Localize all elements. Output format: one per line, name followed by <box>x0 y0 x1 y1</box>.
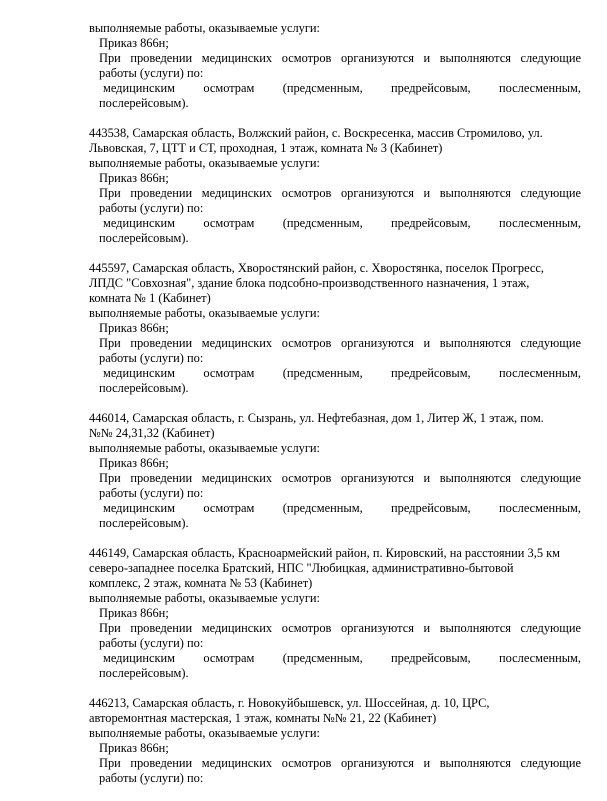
address-line: 446014, Самарская область, г. Сызрань, ул. Нефтебазная, дом 1, Литер Ж, 1 этаж, пом. <box>89 411 544 425</box>
types-line: медицинским осмотрам (предсменным, предрейсовым, послесменным, <box>103 216 581 230</box>
order-line: Приказ 866н; <box>99 456 169 470</box>
address-entry <box>89 411 581 531</box>
types-line-2: послерейсовым). <box>99 381 189 395</box>
exam-line-2: работы (услуги) по: <box>99 486 204 500</box>
order-line: Приказ 866н; <box>99 321 169 335</box>
exam-line: При проведении медицинских осмотров организуются и выполняются следующие <box>99 186 581 200</box>
exam-line: При проведении медицинских осмотров организуются и выполняются следующие <box>99 51 581 65</box>
types-line-2: послерейсовым). <box>99 666 189 680</box>
address-line: 445597, Самарская область, Хворостянский район, с. Хворостянка, поселок Прогресс, <box>89 261 544 275</box>
works-label: выполняемые работы, оказываемые услуги: <box>89 156 321 170</box>
exam-line-2: работы (услуги) по: <box>99 351 204 365</box>
types-line: медицинским осмотрам (предсменным, предрейсовым, послесменным, <box>103 651 581 665</box>
exam-line-2: работы (услуги) по: <box>99 201 204 215</box>
address-entry <box>89 126 581 246</box>
exam-line: При проведении медицинских осмотров организуются и выполняются следующие <box>99 756 581 770</box>
address-entry <box>89 546 581 681</box>
types-line-2: послерейсовым). <box>99 231 189 245</box>
document-page <box>89 21 581 801</box>
types-line: медицинским осмотрам (предсменным, предрейсовым, послесменным, <box>103 81 581 95</box>
types-line-2: послерейсовым). <box>99 96 189 110</box>
address-entry <box>89 696 581 786</box>
head-block <box>89 21 581 111</box>
order-line: Приказ 866н; <box>99 171 169 185</box>
works-label: выполняемые работы, оказываемые услуги: <box>89 591 321 605</box>
order-line: Приказ 866н; <box>99 606 169 620</box>
works-label: выполняемые работы, оказываемые услуги: <box>89 21 321 35</box>
address-line: 446149, Самарская область, Красноармейский район, п. Кировский, на расстоянии 3,5 км <box>89 546 560 560</box>
address-entry <box>89 261 581 396</box>
exam-line-2: работы (услуги) по: <box>99 66 204 80</box>
exam-line-2: работы (услуги) по: <box>99 636 204 650</box>
works-label: выполняемые работы, оказываемые услуги: <box>89 441 321 455</box>
exam-line-2: работы (услуги) по: <box>99 771 204 785</box>
address-line: авторемонтная мастерская, 1 этаж, комнаты №№ 21, 22 (Кабинет) <box>89 711 437 725</box>
exam-line: При проведении медицинских осмотров организуются и выполняются следующие <box>99 621 581 635</box>
address-line: северо-западнее поселка Братский, НПС "Любицкая, административно-бытовой <box>89 561 514 575</box>
exam-line: При проведении медицинских осмотров организуются и выполняются следующие <box>99 471 581 485</box>
address-line: Львовская, 7, ЦТТ и СТ, проходная, 1 этаж, комната № 3 (Кабинет) <box>89 141 443 155</box>
exam-line: При проведении медицинских осмотров организуются и выполняются следующие <box>99 336 581 350</box>
address-line: 446213, Самарская область, г. Новокуйбышевск, ул. Шоссейная, д. 10, ЦРС, <box>89 696 490 710</box>
types-line: медицинским осмотрам (предсменным, предрейсовым, послесменным, <box>103 366 581 380</box>
types-line: медицинским осмотрам (предсменным, предрейсовым, послесменным, <box>103 501 581 515</box>
works-label: выполняемые работы, оказываемые услуги: <box>89 306 321 320</box>
address-line: 443538, Самарская область, Волжский район, с. Воскресенка, массив Стромилово, ул. <box>89 126 543 140</box>
works-label: выполняемые работы, оказываемые услуги: <box>89 726 321 740</box>
order-line: Приказ 866н; <box>99 36 169 50</box>
order-line: Приказ 866н; <box>99 741 169 755</box>
types-line-2: послерейсовым). <box>99 516 189 530</box>
address-line: №№ 24,31,32 (Кабинет) <box>89 426 215 440</box>
address-line: ЛПДС "Совхозная", здание блока подсобно-производственного назначения, 1 этаж, <box>89 276 530 290</box>
address-line: комната № 1 (Кабинет) <box>89 291 211 305</box>
address-line: комплекс, 2 этаж, комната № 53 (Кабинет) <box>89 576 313 590</box>
